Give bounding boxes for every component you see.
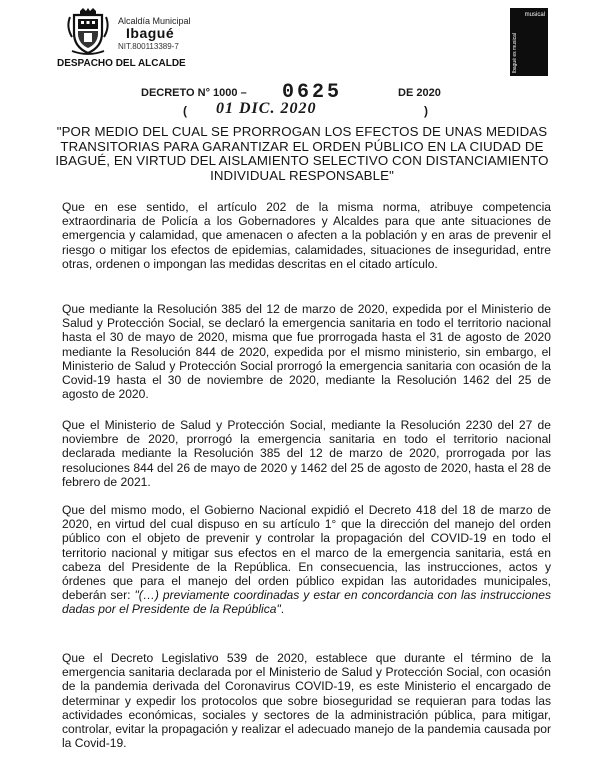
letterhead-nit: NIT.800113389-7 <box>118 42 179 51</box>
stamp-sub-label: Ibagué es musical <box>512 32 518 73</box>
letterhead-text <box>118 16 228 52</box>
date-paren-open: ( <box>183 104 187 118</box>
paragraph: Que en ese sentido, el artículo 202 de la misma norma, atribuye competencia extraordinaria de Policía a los Gobernadores y Alcaldes para que ante situaciones de emergencia y calamidad, que amenacen o afecten a la población y en aras de prevenir el riesgo o mitigar los efectos de epidemias, calamidades, situaciones de inseguridad, entre otras, ordenen o impongan las medidas descritas en el citado artículo. <box>62 200 551 271</box>
paragraph-end: . <box>280 602 285 617</box>
date-paren-close: ) <box>424 104 428 118</box>
coat-of-arms-logo <box>64 7 112 55</box>
decree-label: DECRETO N° 1000 – <box>141 87 247 99</box>
decree-title: "POR MEDIO DEL CUAL SE PRORROGAN LOS EFECTOS DE UNAS MEDIDAS TRANSITORIAS PARA GARANTIZAR EL ORDEN PÚBLICO EN LA CIUDAD DE IBAGUÉ, EN VIRTUD DEL AISLAMIENTO SELECTIVO CON DISTANCIAMIENTO INDIVIDUAL RESPONSABLE" <box>55 124 549 183</box>
decree-number: 0625 <box>282 81 343 104</box>
paragraph: Que mediante la Resolución 385 del 12 de marzo de 2020, expedida por el Ministerio de Salud y Protección Social, se declaró la emergencia sanitaria en todo el territorio nacional hasta el 30 de mayo de 2020, misma que fue prorrogada hasta el 31 de agosto de 2020 mediante la Resolución 844 de 2020, expedida por el mismo ministerio, sin embargo, el Ministerio de Salud y Protección Social prorrogó la emergencia sanitaria con ocasión de la Covid-19 hasta el 30 de noviembre de 2020, mediante la Resolución 1462 del 25 de agosto de 2020. <box>62 302 551 402</box>
paragraph: Que el Decreto Legislativo 539 de 2020, establece que durante el término de la emergencia sanitaria declarada por el Ministerio de Salud y Protección Social, con ocasión de la pandemia derivada del Coronavirus COVID-19, es este Ministerio el encargado de determinar y expedir los protocolos que sobre bioseguridad se requieran para todas las actividades económicas, sociales y sectores de la administración pública, para mitigar, controlar, evitar la propagación y realizar el adecuado manejo de la pandemia causada por la Covid-19. <box>62 651 551 751</box>
musical-logo-stamp <box>510 8 548 76</box>
decree-header <box>0 81 593 126</box>
letterhead-line1: Alcaldía Municipal <box>118 16 191 26</box>
paragraph <box>62 503 551 617</box>
paragraph: Que el Ministerio de Salud y Protección Social, mediante la Resolución 2230 del 27 de noviembre de 2020, prorrogó la emergencia sanitaria en todo el territorio nacional declarada mediante la Resolución 385 del 12 de marzo de 2020, prorrogada por las resoluciones 844 del 26 de mayo de 2020 y 1462 del 25 de agosto de 2020, hasta el 28 de febrero de 2021. <box>62 418 551 489</box>
paragraph-quote: "(…) previamente coordinadas y estar en concordancia con las instrucciones dadas por el Presidente de la República" <box>62 588 552 617</box>
decree-year: DE 2020 <box>398 87 441 99</box>
letterhead-office: DESPACHO DEL ALCALDE <box>57 58 186 69</box>
letterhead-city: Ibagué <box>126 25 175 41</box>
paragraph-text: Que del mismo modo, el Gobierno Nacional expidió el Decreto 418 del 18 de marzo de 2020, en virtud del cual dispuso en su artículo 1° que la dirección del manejo del orden público con el objeto de prevenir y controlar la propagación del COVID-19 en todo el territorio nacional y mitigar sus efectos en el marco de la emergencia sanitaria, está en cabeza del Presidente de la República. En consecuencia, las instrucciones, actos y órdenes que para el manejo del orden público expidan las autoridades municipales, deberán ser: <box>62 503 551 603</box>
stamp-label: musical <box>524 12 545 18</box>
decree-date: 01 DIC. 2020 <box>216 100 317 117</box>
